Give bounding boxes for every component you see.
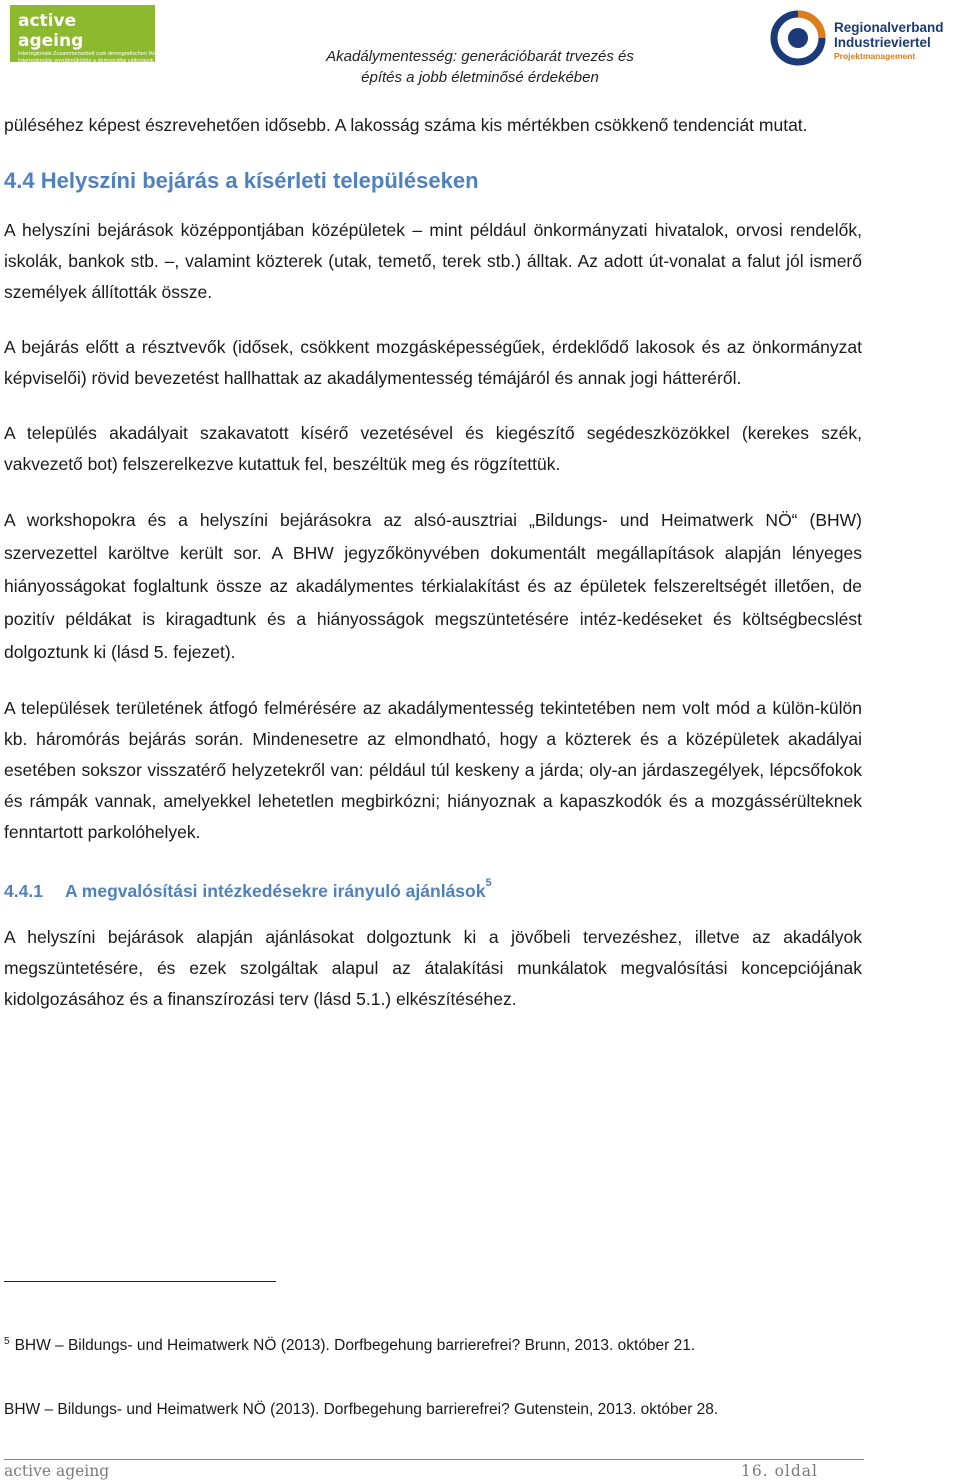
document-running-title <box>250 46 710 88</box>
intro-paragraph: püléséhez képest észrevehetően idősebb. A lakosság száma kis mértékben csökkenő tendenciát mutat. <box>4 115 808 135</box>
logo-subline-2: Interregionális együttműködés a demográfiai változások jegyében <box>18 58 178 64</box>
page-header <box>0 0 960 100</box>
subsection-title: A megvalósítási intézkedésekre irányuló ajánlások <box>64 881 486 901</box>
footer-project-name: active ageing <box>4 1462 110 1480</box>
logo-right-line-1: Regionalverband <box>834 20 944 35</box>
paragraph-4: A workshopokra és a helyszíni bejárásokra az alsó-ausztriai „Bildungs- und Heimatwerk NÖ“ (BHW) szervezettel karöltve került sor. A BHW jegyzőkönyvében dokumentált megállapítások alapján lényeges hiányosságokat foglaltunk össze az akadálymentes térkialakítást és az épületek felszereltségét illetően, de pozitív példákat is kiragadtunk és a hiányosságok megszüntetésére intéz-kedéseket és költségbecslést dolgoztunk ki (lásd 5. fejezet). <box>4 510 862 662</box>
running-title-line-1: Akadálymentesség: generációbarát trvezés és <box>326 48 634 65</box>
paragraph-6: A helyszíni bejárások alapján ajánlásokat dolgoztunk ki a jövőbeli tervezéshez, illetve az akadályok megszüntetésére, és ezek szolgáltak alapul az átalakítási munkálatok megvalósítási koncepciójának kidolgozásához és a finanszírozási terv (lásd 5.1.) elkészítéséhez. <box>4 927 862 1009</box>
page-number: 16. oldal <box>741 1462 818 1480</box>
section-heading-4-4 <box>4 165 862 197</box>
active-ageing-logo <box>10 5 178 64</box>
footnote-reference[interactable]: 5 <box>485 877 492 889</box>
logo-subline-1: Interregionale Zusammenarbeit zum demografischen Wandel <box>18 51 167 57</box>
footnote-5 <box>4 1336 884 1356</box>
logo-right-line-3: Projektmanagement <box>834 51 916 61</box>
paragraph-5: A települések területének átfogó felmérésére az akadálymentesség tekintetében nem volt mód a külön-külön kb. háromórás bejárás során. Mindenesetre az elmondható, hogy a közterek és a középületek akadályai esetében sokszor visszatérő helyzetekről van: például túl keskeny a járda; oly-an járdaszegélyek, lépcsőfokok és rámpák vannak, amelyekkel lehetetlen megbirkózni; hiányoznak a kapaszkodók és a mozgássérülteknek fenntartott parkolóhelyek. <box>4 698 862 842</box>
section-number: 4.4 <box>4 168 35 193</box>
footnote-text-1: BHW – Bildungs- und Heimatwerk NÖ (2013). Dorfbegehung barrierefrei? Brunn, 2013. október 21. <box>14 1337 696 1354</box>
page-body <box>4 110 862 1015</box>
logo-right-line-2: Industrieviertel <box>834 35 931 50</box>
paragraph-3: A település akadályait szakavatott kísérő vezetésével és kiegészítő segédeszközökkel (kerekes szék, vakvezető bot) felszerelkezve kutattuk fel, beszéltük meg és rögzítettük. <box>4 423 862 474</box>
logo-brand-text: active ageing <box>18 11 84 51</box>
paragraph-1: A helyszíni bejárások középpontjában középületek – mint például önkormányzati hivatalok, orvosi rendelők, iskolák, bankok stb. –, valamint közterek (utak, temető, terek stb.) álltak. Az adott út-vonalat a falut jól ismerő személyek állították össze. <box>4 220 862 302</box>
subsection-number: 4.4.1 <box>4 881 43 901</box>
subsection-heading-4-4-1 <box>4 876 862 906</box>
running-title-line-2: építés a jobb életminősé érdekében <box>361 69 599 86</box>
section-title: Helyszíni bejárás a kísérleti településeken <box>40 168 479 193</box>
regionalverband-emblem-icon <box>770 8 830 68</box>
paragraph-2: A bejárás előtt a résztvevők (idősek, csökkent mozgásképességűek, érdeklődő lakosok és az önkormányzat képviselői) rövid bevezetést hallhattak az akadálymentesség témájáról és annak jogi hátteréről. <box>4 337 862 388</box>
regionalverband-logo <box>770 8 955 68</box>
footnote-separator <box>4 1281 276 1282</box>
footer-separator <box>4 1459 864 1460</box>
footnote-continuation: BHW – Bildungs- und Heimatwerk NÖ (2013). Dorfbegehung barrierefrei? Gutenstein, 2013. október 28. <box>4 1401 719 1418</box>
footnote-marker: 5 <box>4 1336 10 1347</box>
